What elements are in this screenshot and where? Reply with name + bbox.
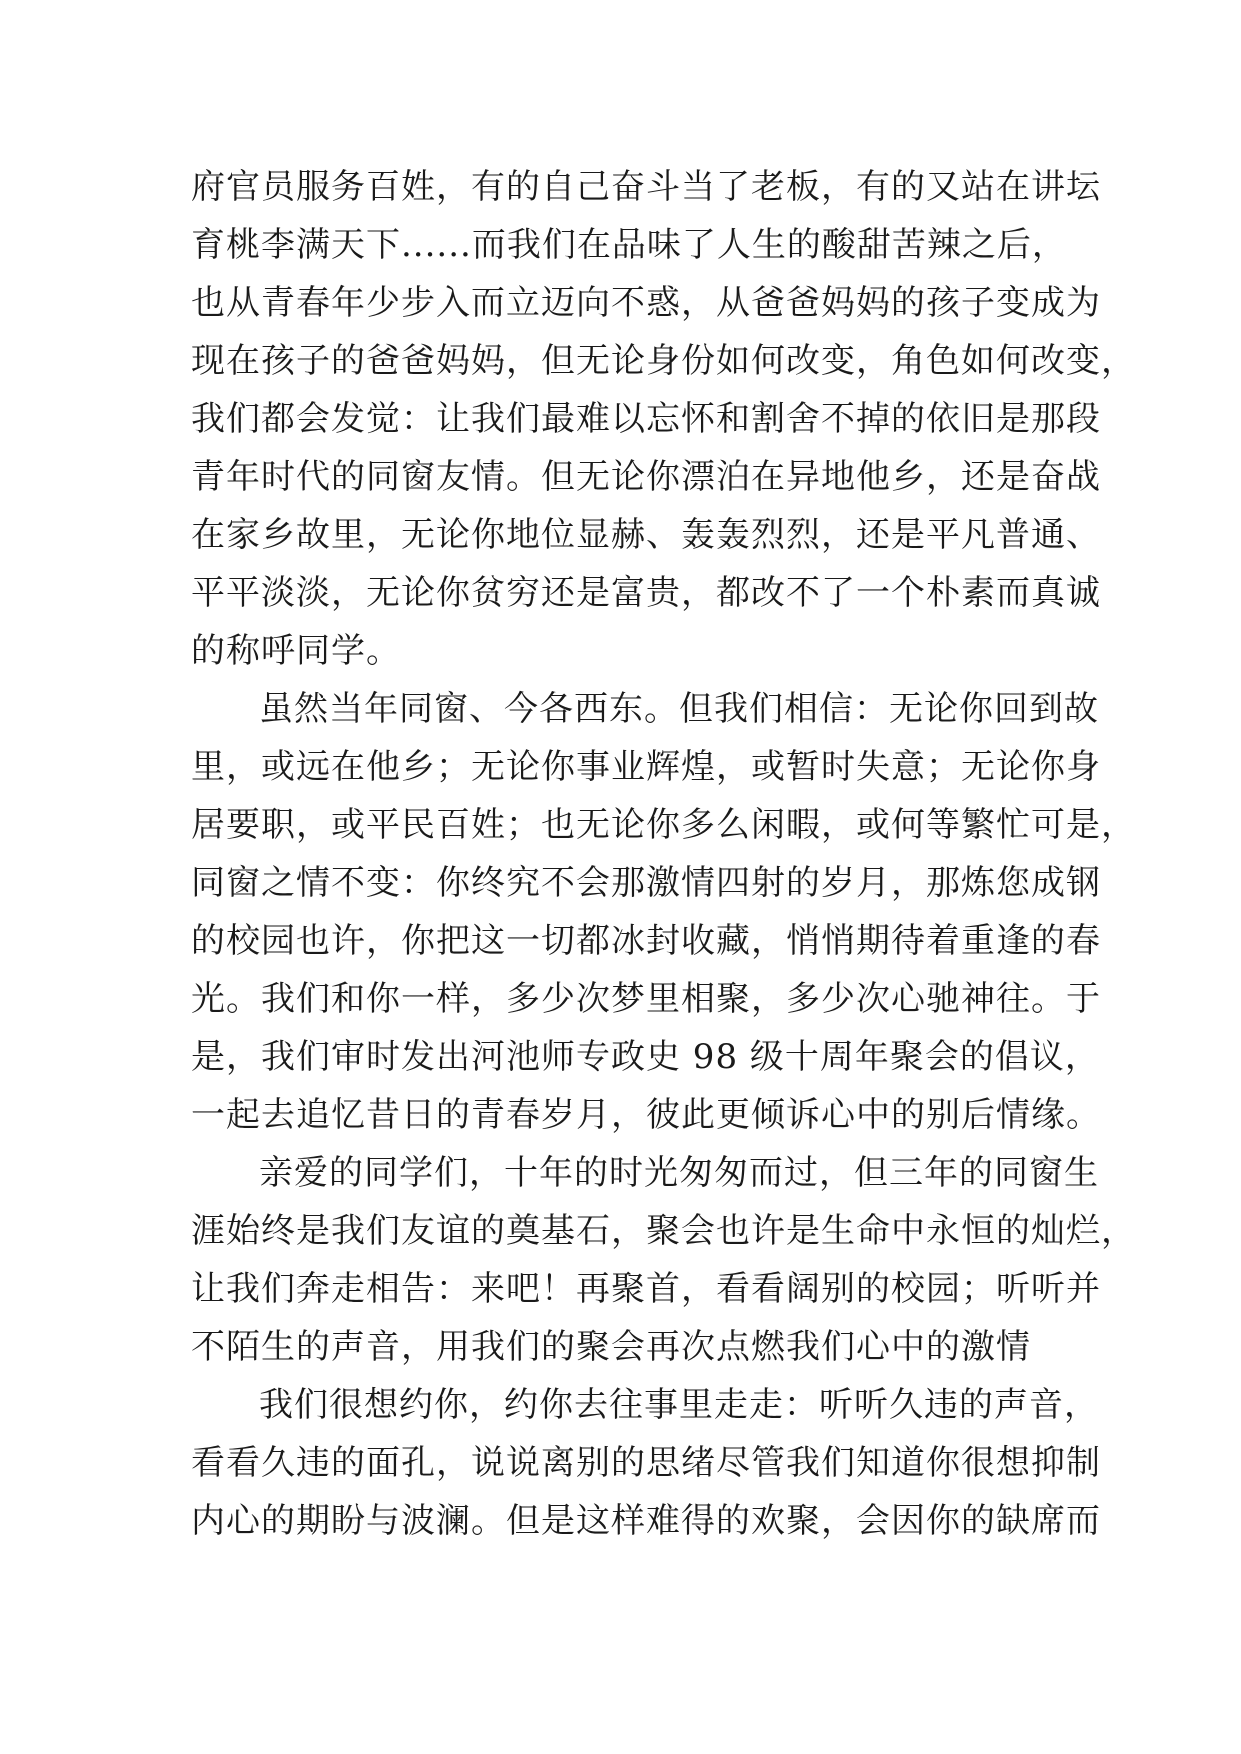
text-line-20: 让我们奔走相告：来吧！再聚首，看看阔别的校园；听听并 — [191, 1269, 1101, 1309]
text-line-8: 平平淡淡，无论你贫穷还是富贵，都改不了一个朴素而真诚 — [191, 573, 1101, 613]
text-line-12: 居要职，或平民百姓；也无论你多么闲暇，或何等繁忙可是， — [191, 805, 1136, 845]
text-line-2: 育桃李满天下......而我们在品味了人生的酸甜苦辣之后， — [191, 225, 1067, 265]
text-line-21: 不陌生的声音，用我们的聚会再次点燃我们心中的激情 — [191, 1327, 1031, 1367]
paragraph-2-line-1: 虽然当年同窗、今各西东。但我们相信：无论你回到故 — [259, 689, 1099, 729]
text-line-3: 也从青春年少步入而立迈向不惑，从爸爸妈妈的孩子变成为 — [191, 283, 1101, 323]
paragraph-3-line-1: 亲爱的同学们，十年的时光匆匆而过，但三年的同窗生 — [259, 1153, 1099, 1193]
text-line-23: 看看久违的面孔，说说离别的思绪尽管我们知道你很想抑制 — [191, 1443, 1101, 1483]
text-line-7: 在家乡故里，无论你地位显赫、轰轰烈烈，还是平凡普通、 — [191, 515, 1101, 555]
text-line-17: 一起去追忆昔日的青春岁月，彼此更倾诉心中的别后情缘。 — [191, 1095, 1101, 1135]
text-line-4: 现在孩子的爸爸妈妈，但无论身份如何改变，角色如何改变， — [191, 341, 1136, 381]
text-line-9: 的称呼同学。 — [191, 631, 401, 671]
text-line-11: 里，或远在他乡；无论你事业辉煌，或暂时失意；无论你身 — [191, 747, 1101, 787]
paragraph-4-line-1: 我们很想约你，约你去往事里走走：听听久违的声音， — [259, 1385, 1099, 1425]
body-text — [191, 158, 1136, 1550]
text-line-19: 涯始终是我们友谊的奠基石，聚会也许是生命中永恒的灿烂， — [191, 1211, 1136, 1251]
text-line-13: 同窗之情不变：你终究不会那激情四射的岁月，那炼您成钢 — [191, 863, 1101, 903]
text-line-24: 内心的期盼与波澜。但是这样难得的欢聚，会因你的缺席而 — [191, 1501, 1101, 1541]
text-line-1: 府官员服务百姓，有的自己奋斗当了老板，有的又站在讲坛 — [191, 167, 1101, 207]
text-line-15: 光。我们和你一样，多少次梦里相聚，多少次心驰神往。于 — [191, 979, 1101, 1019]
text-line-16: 是，我们审时发出河池师专政史 98 级十周年聚会的倡议， — [191, 1037, 1100, 1077]
text-line-5: 我们都会发觉：让我们最难以忘怀和割舍不掉的依旧是那段 — [191, 399, 1101, 439]
text-line-14: 的校园也许，你把这一切都冰封收藏，悄悄期待着重逢的春 — [191, 921, 1101, 961]
text-line-6: 青年时代的同窗友情。但无论你漂泊在异地他乡，还是奋战 — [191, 457, 1101, 497]
